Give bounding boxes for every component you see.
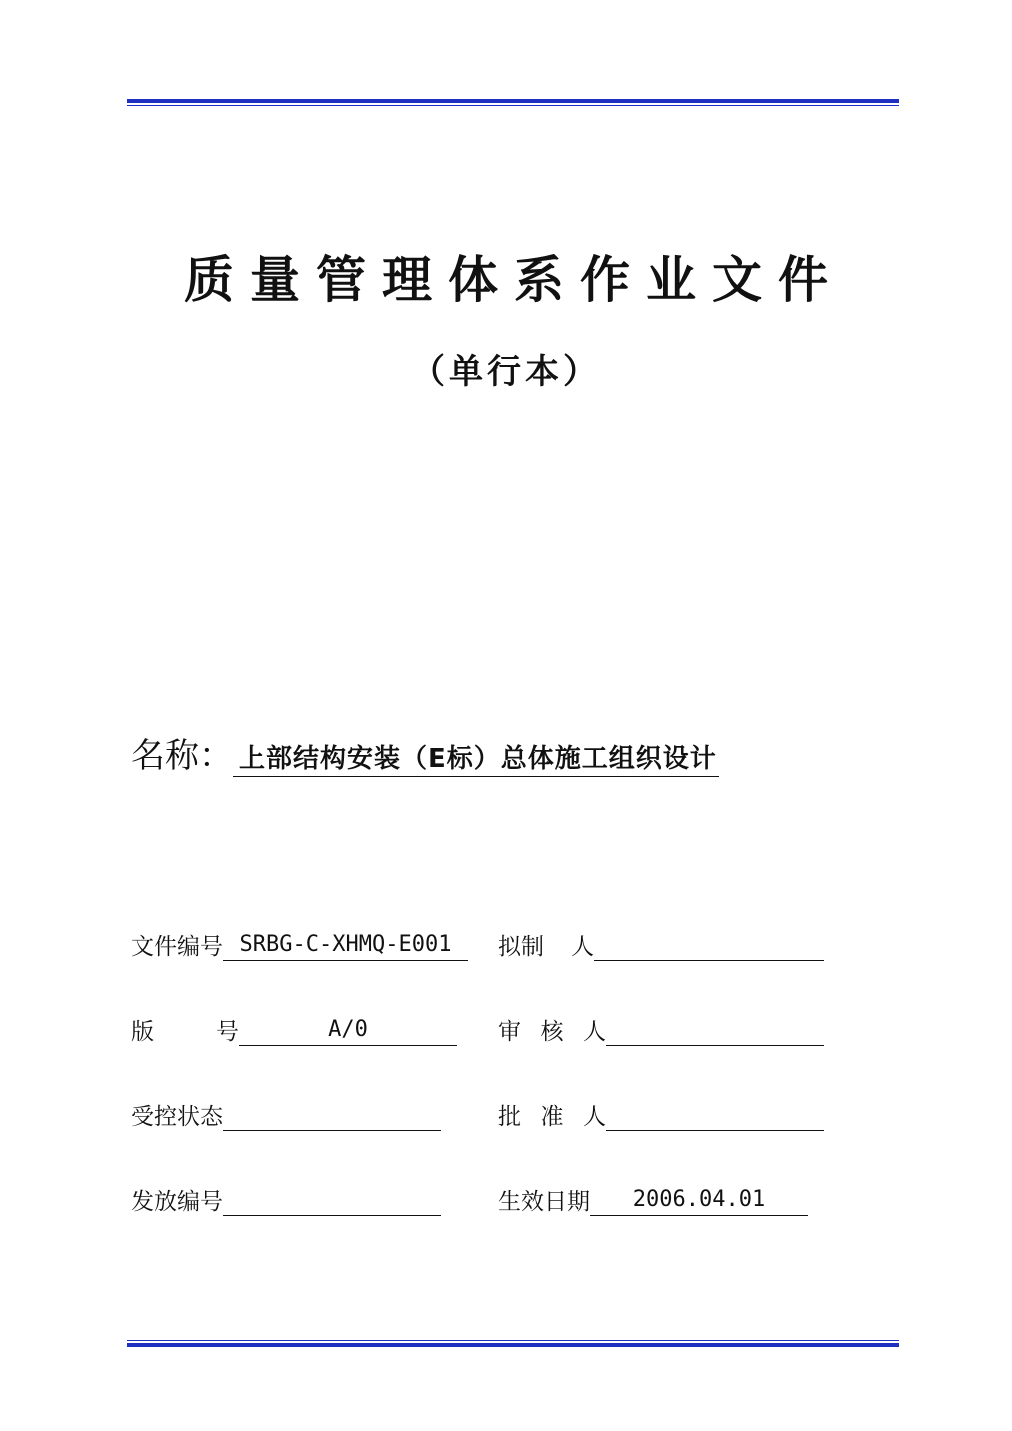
reviewer-field	[498, 1010, 824, 1046]
reviewer-label-part2: 核	[540, 1019, 564, 1045]
version-value: A/0	[239, 1015, 457, 1046]
approver-field	[498, 1095, 824, 1131]
control-status-label: 受控状态	[131, 1104, 223, 1130]
version-label-part2: 号	[216, 1019, 239, 1045]
reviewer-label-part1: 审	[498, 1019, 521, 1045]
control-status-value	[223, 1100, 441, 1131]
version-label-part1: 版	[131, 1019, 154, 1045]
drafter-field	[498, 925, 824, 961]
document-subtitle: （单行本）	[411, 352, 601, 392]
approver-label-part1: 批	[498, 1104, 521, 1130]
approver-label	[498, 1098, 606, 1131]
issue-number-label: 发放编号	[131, 1189, 223, 1215]
file-number-label: 文件编号	[131, 934, 223, 960]
name-row	[131, 728, 901, 777]
approver-value	[606, 1100, 824, 1131]
file-number-field	[131, 925, 468, 961]
top-double-rule	[127, 99, 899, 106]
issue-number-value	[223, 1185, 441, 1216]
name-label: 名称：	[131, 736, 233, 776]
control-status-field	[131, 1095, 441, 1131]
reviewer-value	[606, 1015, 824, 1046]
reviewer-label	[498, 1013, 606, 1046]
bottom-double-rule	[127, 1340, 899, 1347]
name-value: 上部结构安装（E标）总体施工组织设计	[233, 744, 719, 777]
version-field	[131, 1010, 457, 1046]
drafter-value	[594, 930, 824, 961]
issue-number-field	[131, 1180, 441, 1216]
effective-date-value: 2006.04.01	[590, 1185, 808, 1216]
approver-label-part3: 人	[583, 1104, 606, 1130]
drafter-label	[498, 928, 594, 961]
effective-date-label: 生效日期	[498, 1189, 590, 1215]
reviewer-label-part3: 人	[583, 1019, 606, 1045]
effective-date-field	[498, 1180, 808, 1216]
approver-label-part2: 准	[540, 1104, 564, 1130]
document-title: 质量管理体系作业文件	[184, 250, 844, 309]
file-number-value: SRBG-C-XHMQ-E001	[223, 930, 468, 961]
version-label	[131, 1013, 239, 1046]
drafter-label-part1: 拟制	[498, 934, 544, 960]
drafter-label-part2: 人	[571, 934, 594, 960]
